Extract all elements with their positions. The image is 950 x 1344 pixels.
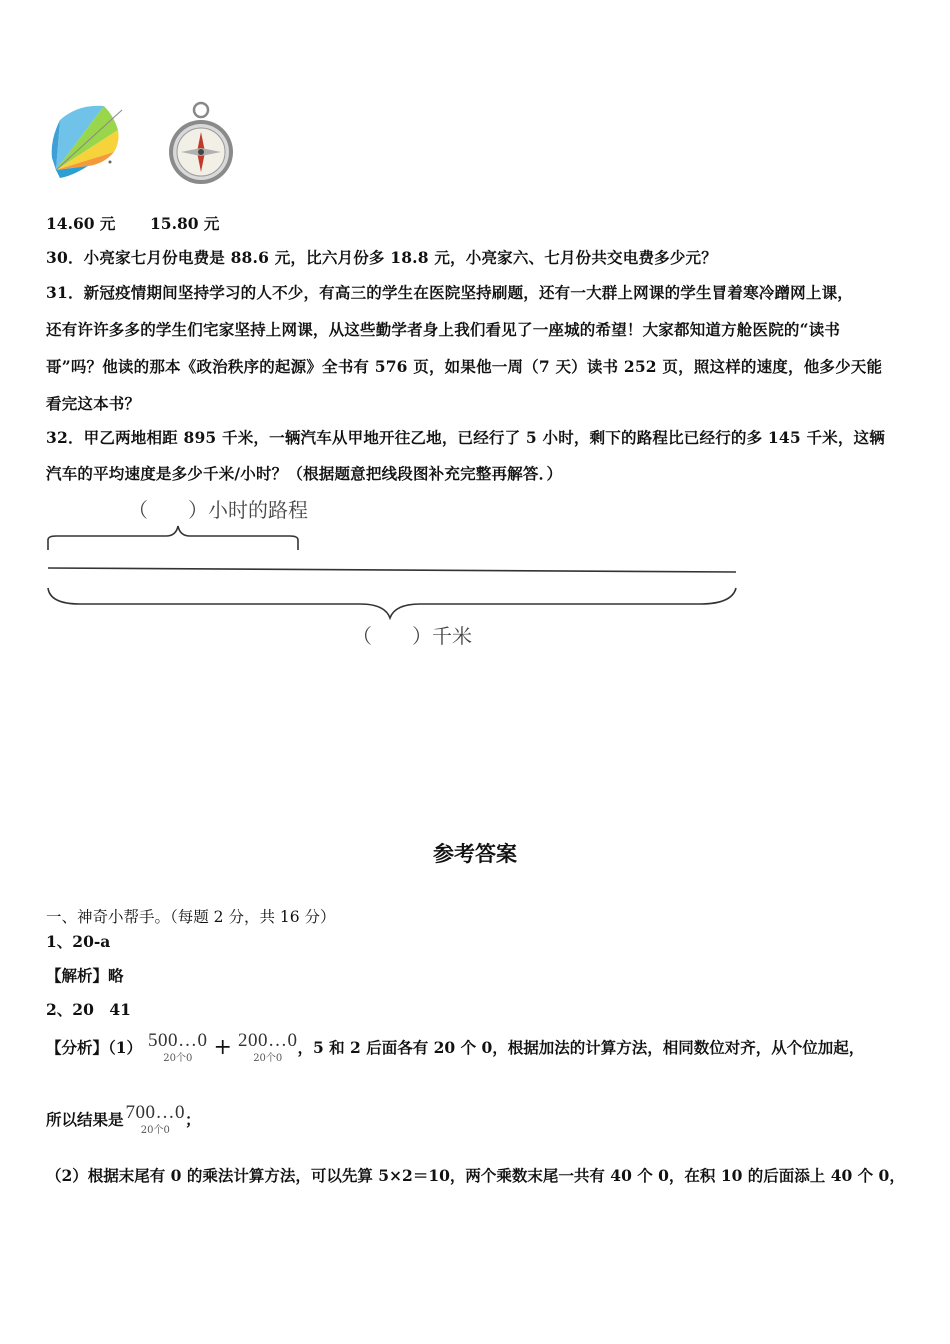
umbrella-price: 14.60 元 (46, 214, 116, 233)
total-segment (48, 568, 736, 572)
diagram-top-label: （ ）小时的路程 (128, 498, 308, 522)
compass-icon (166, 100, 236, 188)
result-line (46, 1102, 201, 1136)
question-32-line2: 汽车的平均速度是多少千米/小时？（根据题意把线段图补充完整再解答．） (46, 464, 563, 483)
number-stack-3: 700…0 20个0 (125, 1102, 186, 1136)
answer-1: 1、20-a (46, 932, 111, 951)
diagram-bottom-label: （ ）千米 (352, 624, 472, 648)
question-32-line1: 32．甲乙两地相距 895 千米，一辆汽车从甲地开往乙地，已经行了 5 小时，剩下的路程比已经行的多 145 千米，这辆 (46, 428, 885, 447)
top-brace (48, 526, 298, 550)
answers-section-heading: 一、神奇小帮手。（每题 2 分，共 16 分） (46, 908, 336, 926)
analysis-line (46, 1030, 864, 1064)
answers-title: 参考答案 (433, 841, 517, 866)
analysis-rest: ，5 和 2 后面各有 20 个 0，根据加法的计算方法，相同数位对齐，从个位加起， (297, 1038, 865, 1057)
question-31-line1: 31．新冠疫情期间坚持学习的人不少，有高三的学生在医院坚持刷题，还有一大群上网课的学生冒着寒冷蹭网上课， (46, 283, 853, 302)
plus-sign: + (213, 1034, 232, 1060)
compass-price: 15.80 元 (150, 214, 220, 233)
question-30: 30．小亮家七月份电费是 88.6 元，比六月份多 18.8 元，小亮家六、七月份共交电费多少元？ (46, 248, 717, 267)
result-suffix: ； (185, 1110, 201, 1129)
umbrella-icon (48, 100, 128, 182)
number-stack-1: 500…0 20个0 (148, 1030, 208, 1064)
segment-diagram (40, 520, 750, 620)
answer-2: 2、20 41 (46, 1000, 131, 1019)
result-prefix: 所以结果是 (46, 1110, 124, 1129)
question-31-line2: 还有许许多多的学生们宅家坚持上网课，从这些勤学者身上我们看见了一座城的希望！大家都知道方舱医院的“读书 (46, 320, 841, 339)
bottom-brace (48, 588, 736, 618)
question-31-line3: 哥”吗？他读的那本《政治秩序的起源》全书有 576 页，如果他一周（7 天）读书 252 页，照这样的速度，他多少天能 (46, 357, 883, 376)
analysis-prefix: 【分析】（1） (46, 1038, 143, 1057)
question-31-line4: 看完这本书？ (46, 394, 141, 413)
number-stack-2: 200…0 20个0 (237, 1030, 298, 1064)
answer-1-note: 【解析】略 (46, 966, 124, 985)
analysis-part-2: （2）根据末尾有 0 的乘法计算方法，可以先算 5×2＝10，两个乘数末尾一共有 40 个 0，在积 10 的后面添上 40 个 0， (46, 1166, 905, 1185)
